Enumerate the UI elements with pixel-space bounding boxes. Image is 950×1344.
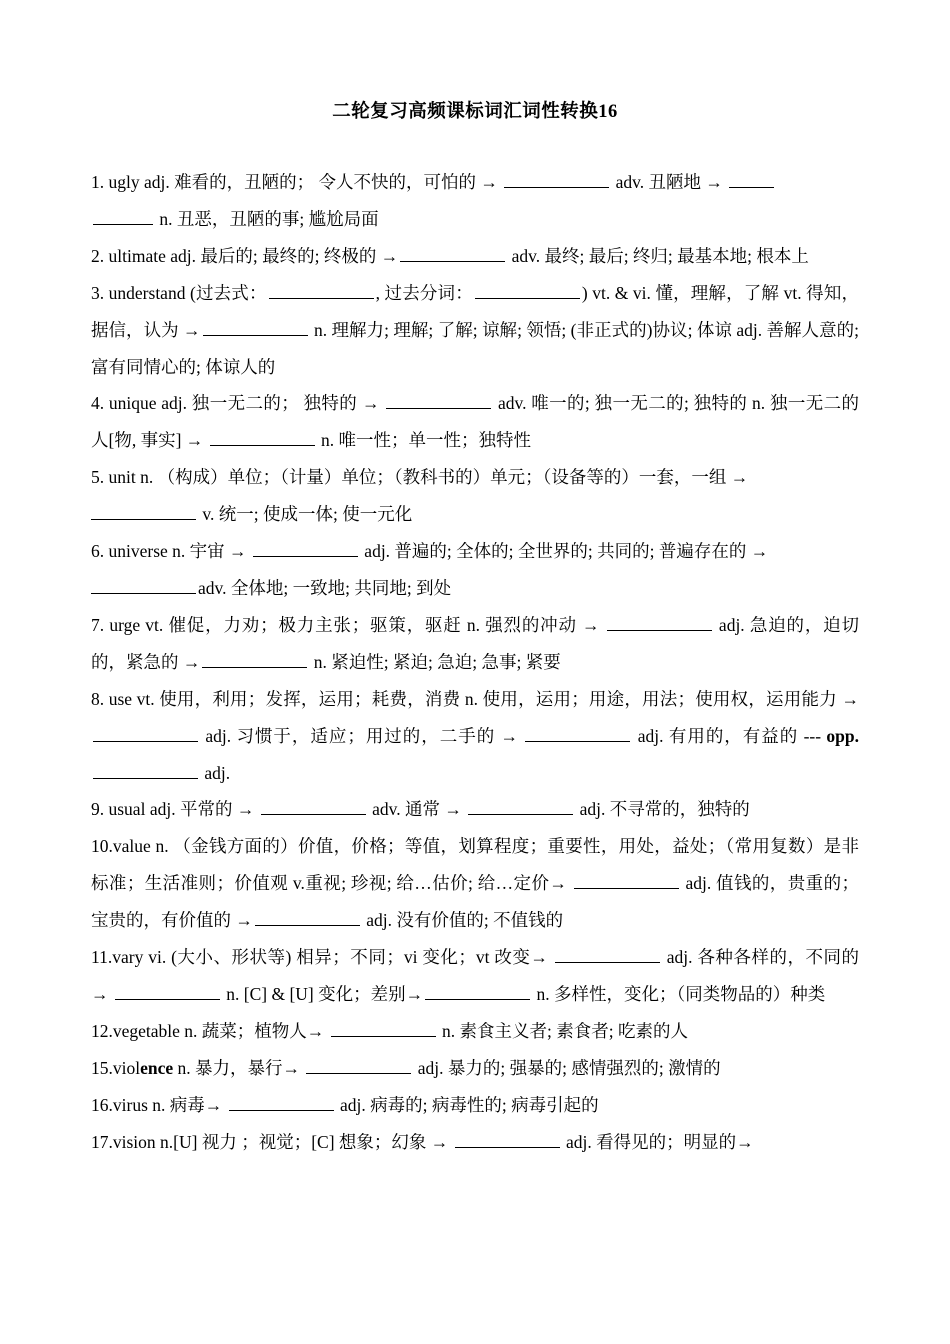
list-item: 3. understand (过去式： , 过去分词： ) vt. & vi. 懂，理解，了解 vt. 得知，据信，认为 → n. 理解力; 理解; 了解; 谅解; 领悟; (非正式的)协议; 体谅 adj. 善解人意的; 富有同情心的; 体谅人的 <box>91 282 859 377</box>
page-title: 二轮复习高频课标词汇词性转换16 <box>332 102 618 122</box>
list-item: 9. usual adj. 平常的 → adv. 通常 → adj. 不寻常的，独特的 <box>91 799 750 820</box>
answer-blank[interactable] <box>331 1035 436 1037</box>
answer-blank[interactable] <box>504 186 609 188</box>
answer-blank[interactable] <box>400 260 505 262</box>
answer-blank[interactable] <box>93 740 198 742</box>
answer-blank[interactable] <box>261 813 366 815</box>
list-item: 6. universe n. 宇宙 → adj. 普遍的; 全体的; 全世界的; 共同的; 普遍存在的 → adv. 全体地; 一致地; 共同地; 到处 <box>91 541 769 598</box>
answer-blank[interactable] <box>574 887 679 889</box>
answer-blank[interactable] <box>607 629 712 631</box>
answer-blank[interactable] <box>93 777 198 779</box>
answer-blank[interactable] <box>306 1072 411 1074</box>
list-item: 15.violence n. 暴力，暴行→ adj. 暴力的; 强暴的; 感情强烈的; 激情的 <box>91 1057 721 1078</box>
list-item: 8. use vt. 使用，利用；发挥，运用；耗费，消费 n. 使用，运用；用途，用法；使用权，运用能力 → adj. 习惯于，适应；用过的，二手的 → adj. 有用的，有益的 --- opp. adj. <box>91 688 860 783</box>
list-item: 10.value n. （金钱方面的）价值，价格；等值，划算程度；重要性，用处，益处；（常用复数）是非标准；生活准则；价值观 v.重视; 珍视; 给…估价; 给…定价→ adj. 值钱的，贵重的；宝贵的，有价值的 → adj. 没有价值的; 不值钱的 <box>91 836 859 931</box>
answer-blank[interactable] <box>729 186 774 188</box>
answer-blank[interactable] <box>210 444 315 446</box>
answer-blank[interactable] <box>386 407 491 409</box>
answer-blank[interactable] <box>253 555 358 557</box>
answer-blank[interactable] <box>202 666 307 668</box>
answer-blank[interactable] <box>91 518 196 520</box>
list-item: 7. urge vt. 催促，力劝；极力主张；驱策，驱赶 n. 强烈的冲动 → adj. 急迫的，迫切的，紧急的 → n. 紧迫性; 紧迫; 急迫; 急事; 紧要 <box>91 614 859 672</box>
answer-blank[interactable] <box>525 740 630 742</box>
answer-blank[interactable] <box>425 998 530 1000</box>
list-item: 11.vary vi. (大小、形状等) 相异；不同；vi 变化；vt 改变→ adj. 各种各样的，不同的→ n. [C] & [U] 变化；差别→ n. 多样性，变化；（同类物品的）种类 <box>91 947 860 1004</box>
answer-blank[interactable] <box>475 297 580 299</box>
list-item: 1. ugly adj. 难看的，丑陋的； 令人不快的，可怕的 → adv. 丑陋地 → n. 丑恶，丑陋的事; 尴尬局面 <box>91 164 859 238</box>
answer-blank[interactable] <box>115 998 220 1000</box>
answer-blank[interactable] <box>255 924 360 926</box>
list-item: 2. ultimate adj. 最后的; 最终的; 终极的 → adv. 最终; 最后; 终归; 最基本地; 根本上 <box>91 245 809 266</box>
exercise-list <box>91 164 859 1160</box>
list-item: 4. unique adj. 独一无二的； 独特的 → adv. 唯一的; 独一无二的; 独特的 n. 独一无二的人[物, 事实] → n. 唯一性；单一性；独特性 <box>91 393 859 451</box>
answer-blank[interactable] <box>203 334 308 336</box>
answer-blank[interactable] <box>468 813 573 815</box>
list-item: 12.vegetable n. 蔬菜；植物人→ n. 素食主义者; 素食者; 吃素的人 <box>91 1020 689 1041</box>
answer-blank[interactable] <box>455 1146 560 1148</box>
answer-blank[interactable] <box>91 592 196 594</box>
list-item: 16.virus n. 病毒→ adj. 病毒的; 病毒性的; 病毒引起的 <box>91 1094 599 1115</box>
answer-blank[interactable] <box>269 297 374 299</box>
list-item: 17.vision n.[U] 视力 ；视觉；[C] 想象；幻象 → adj. 看得见的；明显的→ <box>91 1131 754 1152</box>
answer-blank[interactable] <box>555 961 660 963</box>
answer-blank[interactable] <box>93 223 153 225</box>
list-item: 5. unit n. （构成）单位；（计量）单位；（教科书的）单元；（设备等的）一套，一组 → v. 统一; 使成一体; 使一元化 <box>91 467 749 525</box>
answer-blank[interactable] <box>229 1109 334 1111</box>
